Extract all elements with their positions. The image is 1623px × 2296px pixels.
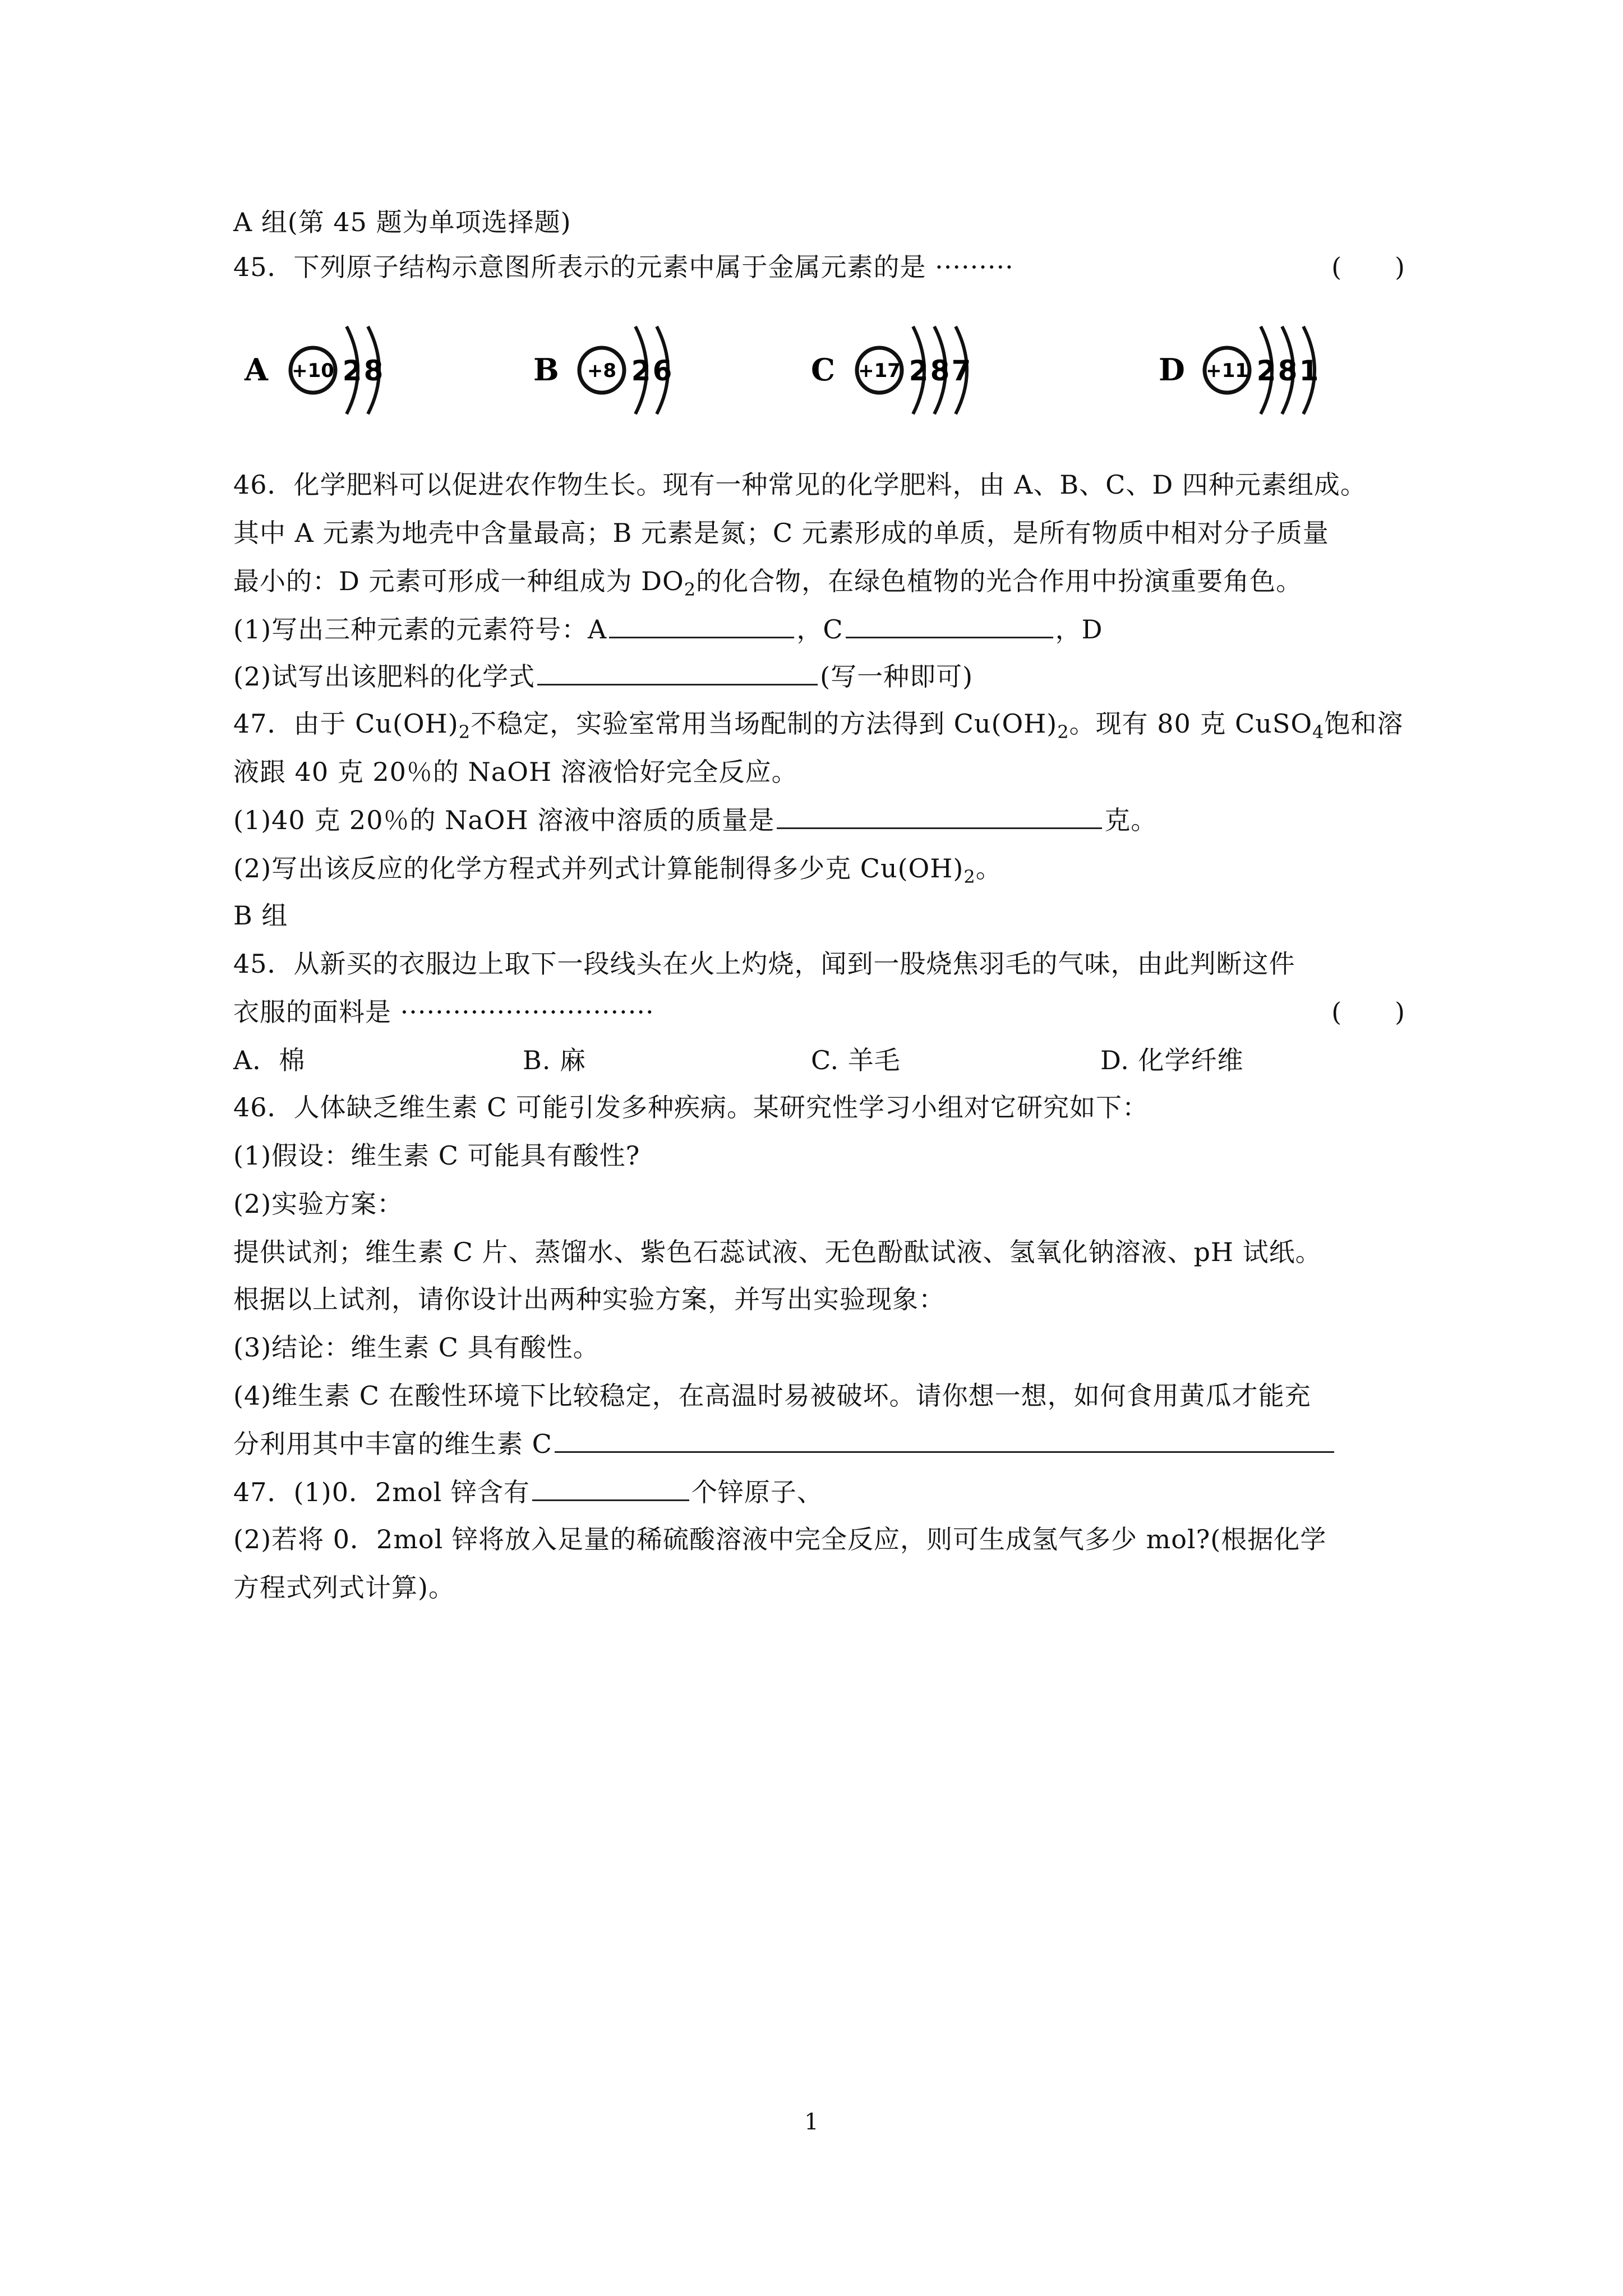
b46-part4-line1: (4)维生素 C 在酸性环境下比较稳定，在高温时易被破坏。请你想一想，如何食用黄瓜才能充	[233, 1381, 1311, 1411]
atom-letter: A	[245, 352, 268, 388]
option-b[interactable]: B. 麻	[523, 1045, 587, 1075]
text-segment: (2)写出该反应的化学方程式并列式计算能制得多少克 Cu(OH)	[233, 853, 964, 884]
question-stem: 45．下列原子结构示意图所表示的元素中属于金属元素的是 ·········	[233, 252, 1014, 282]
subscript: 2	[684, 579, 697, 601]
subscript: 4	[1312, 721, 1325, 743]
text-segment: 。	[975, 853, 1002, 884]
atom-diagrams	[233, 303, 1405, 426]
answer-blank-vitamin[interactable]	[555, 1425, 1334, 1453]
b46-line1: 46．人体缺乏维生素 C 可能引发多种疾病。某研究性学习小组对它研究如下：	[233, 1092, 1149, 1122]
answer-blank-atoms[interactable]	[532, 1474, 689, 1501]
text-segment: 克。	[1104, 805, 1158, 835]
b47-part2-line1: (2)若将 0．2mol 锌将放入足量的稀硫酸溶液中完全反应，则可生成氢气多少 mol?(根据化学	[233, 1524, 1327, 1554]
shell-electron-count: 8	[363, 355, 384, 387]
b46-part2: (2)实验方案：	[233, 1189, 404, 1219]
text-segment: (2)试写出该肥料的化学式	[233, 661, 536, 692]
text-segment: 最小的：D 元素可形成一种组成为 DO	[233, 566, 684, 596]
q46-part2	[233, 657, 1405, 696]
text-segment: ，D	[1055, 614, 1103, 645]
q47-line1	[233, 705, 1405, 743]
text-segment: 不稳定，实验室常用当场配制的方法得到 Cu(OH)	[471, 708, 1058, 739]
q47-part2	[233, 849, 1405, 887]
text-segment: 个锌原子、	[691, 1477, 823, 1507]
atom-d	[1159, 326, 1318, 414]
b45-line2	[233, 993, 1405, 1031]
b46-part3: (3)结论：维生素 C 具有酸性。	[233, 1332, 600, 1363]
shell-electron-count: 2	[1256, 355, 1276, 387]
nucleus-charge: +10	[292, 360, 334, 382]
text-segment: ，C	[796, 614, 843, 645]
shell-electron-count: 1	[1299, 355, 1319, 387]
shell-electron-count: 2	[342, 355, 362, 387]
q46-line2: 其中 A 元素为地壳中含量最高；B 元素是氮；C 元素形成的单质，是所有物质中相对分子质量	[233, 518, 1329, 548]
subscript: 2	[458, 721, 471, 743]
answer-blank-c[interactable]	[846, 611, 1053, 638]
text-segment: 饱和溶	[1324, 708, 1404, 739]
group-a-header: A 组(第 45 题为单项选择题)	[233, 207, 571, 237]
shell-electron-count: 2	[631, 355, 651, 387]
question-a45	[233, 248, 1405, 286]
q46-line3	[233, 562, 1405, 600]
text-segment: 47．由于 Cu(OH)	[233, 708, 459, 739]
nucleus-charge: +8	[587, 360, 617, 382]
text-segment: 47．(1)0．2mol 锌含有	[233, 1477, 530, 1507]
shell-electron-count: 7	[951, 355, 971, 387]
text-segment: (1)40 克 20％的 NaOH 溶液中溶质的质量是	[233, 805, 775, 835]
atom-b	[533, 326, 672, 414]
text-segment: (1)写出三种元素的元素符号：A	[233, 614, 607, 645]
b46-part4-line2	[233, 1425, 1405, 1463]
answer-paren[interactable]: ( )	[1331, 997, 1405, 1027]
option-d[interactable]: D. 化学纤维	[1100, 1045, 1244, 1075]
b47-part2-line2: 方程式列式计算)。	[233, 1572, 455, 1603]
subscript: 2	[963, 866, 976, 888]
atom-letter: C	[811, 352, 835, 388]
shell-electron-count: 2	[909, 355, 929, 387]
text-segment: (写一种即可)	[820, 661, 974, 692]
atom-diagram-svg	[233, 303, 1405, 426]
answer-blank-mass[interactable]	[777, 802, 1102, 829]
shell-electron-count: 6	[652, 355, 672, 387]
group-b-header: B 组	[233, 900, 288, 931]
shell-electron-count: 8	[1278, 355, 1298, 387]
nucleus-charge: +17	[858, 360, 901, 382]
b46-part2-line1: 提供试剂；维生素 C 片、蒸馏水、紫色石蕊试液、无色酚酞试液、氢氧化钠溶液、pH 试纸。	[233, 1237, 1322, 1267]
b45-line1: 45．从新买的衣服边上取下一段线头在火上灼烧，闻到一股烧焦羽毛的气味，由此判断这件	[233, 949, 1295, 979]
text-segment: 的化合物，在绿色植物的光合作用中扮演重要角色。	[696, 566, 1303, 596]
answer-paren[interactable]: ( )	[1331, 252, 1405, 282]
atom-letter: B	[533, 352, 559, 388]
q47-line2: 液跟 40 克 20％的 NaOH 溶液恰好完全反应。	[233, 757, 798, 787]
page-number: 1	[804, 2109, 819, 2135]
text-segment: 衣服的面料是 ·····························	[233, 997, 654, 1027]
b46-part1: (1)假设：维生素 C 可能具有酸性?	[233, 1140, 640, 1171]
q47-part1	[233, 801, 1405, 839]
option-c[interactable]: C. 羊毛	[811, 1045, 901, 1075]
b46-part2-line2: 根据以上试剂，请你设计出两种实验方案，并写出实验现象：	[233, 1284, 945, 1314]
atom-a	[244, 326, 383, 414]
option-a[interactable]: A．棉	[233, 1045, 306, 1075]
subscript: 2	[1057, 721, 1069, 743]
nucleus-charge: +11	[1206, 360, 1248, 382]
q46-part1	[233, 610, 1405, 648]
q46-line1: 46．化学肥料可以促进农作物生长。现有一种常见的化学肥料，由 A、B、C、D 四种元素组成。	[233, 470, 1367, 500]
atom-c	[811, 326, 971, 414]
text-segment: 分利用其中丰富的维生素 C	[233, 1429, 552, 1459]
b47-part1	[233, 1473, 1405, 1511]
text-segment: 。现有 80 克 CuSO	[1069, 708, 1313, 739]
atom-letter: D	[1159, 352, 1185, 388]
answer-blank-a[interactable]	[609, 611, 794, 638]
answer-blank-formula[interactable]	[537, 658, 818, 685]
shell-electron-count: 8	[930, 355, 950, 387]
